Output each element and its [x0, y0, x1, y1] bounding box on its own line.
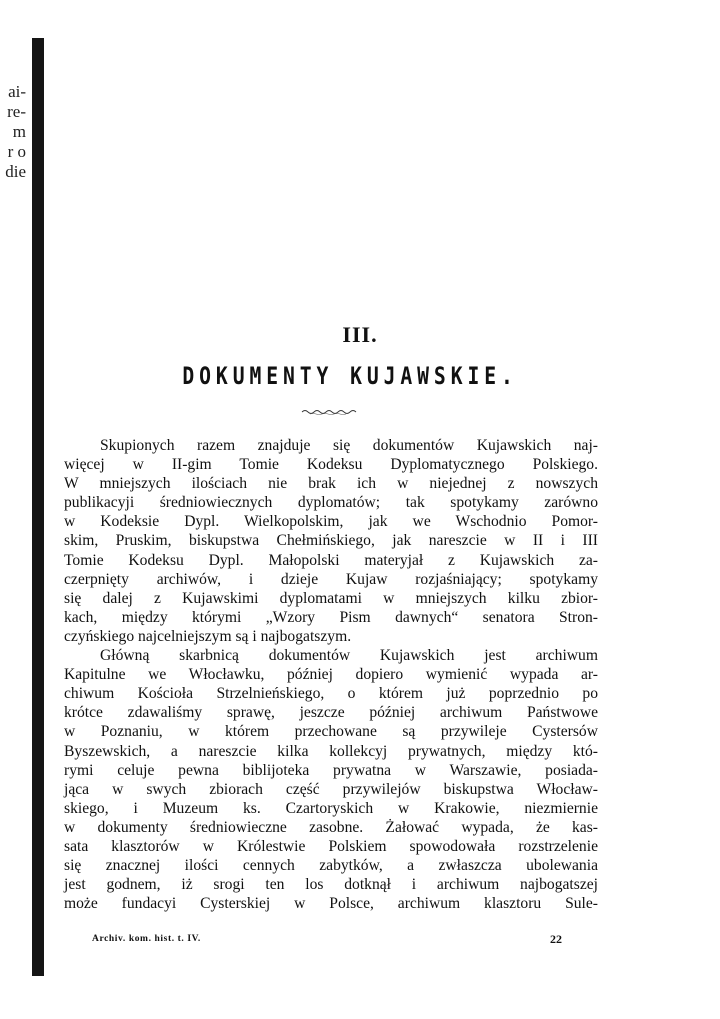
text-line: Kapitulne we Włocławku, później dopiero wymienić wypada ar- [64, 666, 598, 684]
previous-page-margin-fragments [0, 82, 26, 182]
text-line: publikacyji średniowiecznych dyplomatów; tak spotykamy zarówno [64, 494, 598, 512]
text-line: kach, między którymi „Wzory Pism dawnych“ senatora Stron- [64, 608, 598, 626]
text-line: krótce zdawaliśmy sprawę, jeszcze później archiwum Państwowe [64, 704, 598, 722]
chapter-number: III. [342, 322, 378, 347]
text-line: chiwum Kościoła Strzelnieńskiego, o którem już poprzednio po [64, 685, 598, 703]
text-line: w dokumenty średniowieczne zasobne. Żałować wypada, że kas- [64, 818, 598, 836]
text-line: Skupionych razem znajduje się dokumentów Kujawskich naj- [100, 437, 598, 454]
chapter-title: DOKUMENTY KUJAWSKIE. [182, 362, 518, 390]
text-line: Tomie Kodeksu Dypl. Małopolski materyjał z Kujawskich za- [64, 551, 598, 569]
text-line: skim, Pruskim, biskupstwa Chełmińskiego, jak nareszcie w II i III [64, 532, 598, 550]
text-line: Byszewskich, a nareszcie kilka kollekcyj prywatnych, między któ- [64, 742, 598, 760]
text-line: czerpnięty archiwów, i dzieje Kujaw rozjaśniający; spotykamy [64, 570, 598, 588]
margin-fragment: re- [7, 102, 26, 121]
text-line: jest godnem, iż srogi ten los dotknął i archiwum najbogatszej [64, 876, 598, 894]
text-line: jąca w swych zbiorach część przywilejów biskupstwa Włocław- [64, 780, 598, 798]
text-line: sata klasztorów w Królestwie Polskiem spowodowała rozstrzelenie [64, 837, 598, 855]
text-line: się znacznej ilości cennych zabytków, a zwłaszcza ubolewania [64, 857, 598, 875]
text-line: Główną skarbnicą dokumentów Kujawskich jest archiwum [100, 647, 598, 665]
text-line: rymi celuje pewna biblijoteka prywatna w Warszawie, posiada- [64, 761, 598, 779]
sheet-number: 22 [550, 932, 562, 946]
text-line: skiego, i Muzeum ks. Czartoryskich w Krakowie, niezmiernie [64, 799, 598, 817]
margin-fragment: m [12, 122, 26, 141]
scan-spine-shadow [32, 38, 44, 976]
text-line: czyńskiego najcelniejszym są i najbogatszym. [64, 627, 352, 645]
text-line: może fundacyi Cysterskiej w Polsce, archiwum klasztoru Sule- [64, 895, 598, 913]
margin-fragment: r o [7, 142, 26, 161]
margin-fragment: ai- [8, 82, 26, 101]
page-footer [92, 934, 562, 950]
margin-fragment: die [5, 162, 26, 181]
text-line: W mniejszych ilościach nie brak ich w niejednej z nowszych [64, 475, 598, 493]
text-line: w Kodeksie Dypl. Wielkopolskim, jak we Wschodnio Pomor- [64, 513, 598, 531]
text-line: w Poznaniu, w którem przechowane są przywileje Cystersów [64, 723, 598, 741]
footer-signature: Archiv. kom. hist. t. IV. [92, 934, 201, 944]
text-line: się dalej z Kujawskimi dyplomatami w mniejszych kilku zbior- [64, 589, 598, 607]
body-text [64, 436, 598, 913]
wavy-rule-ornament [300, 408, 360, 416]
text-line: więcej w II-gim Tomie Kodeksu Dyplomatycznego Polskiego. [64, 456, 598, 474]
